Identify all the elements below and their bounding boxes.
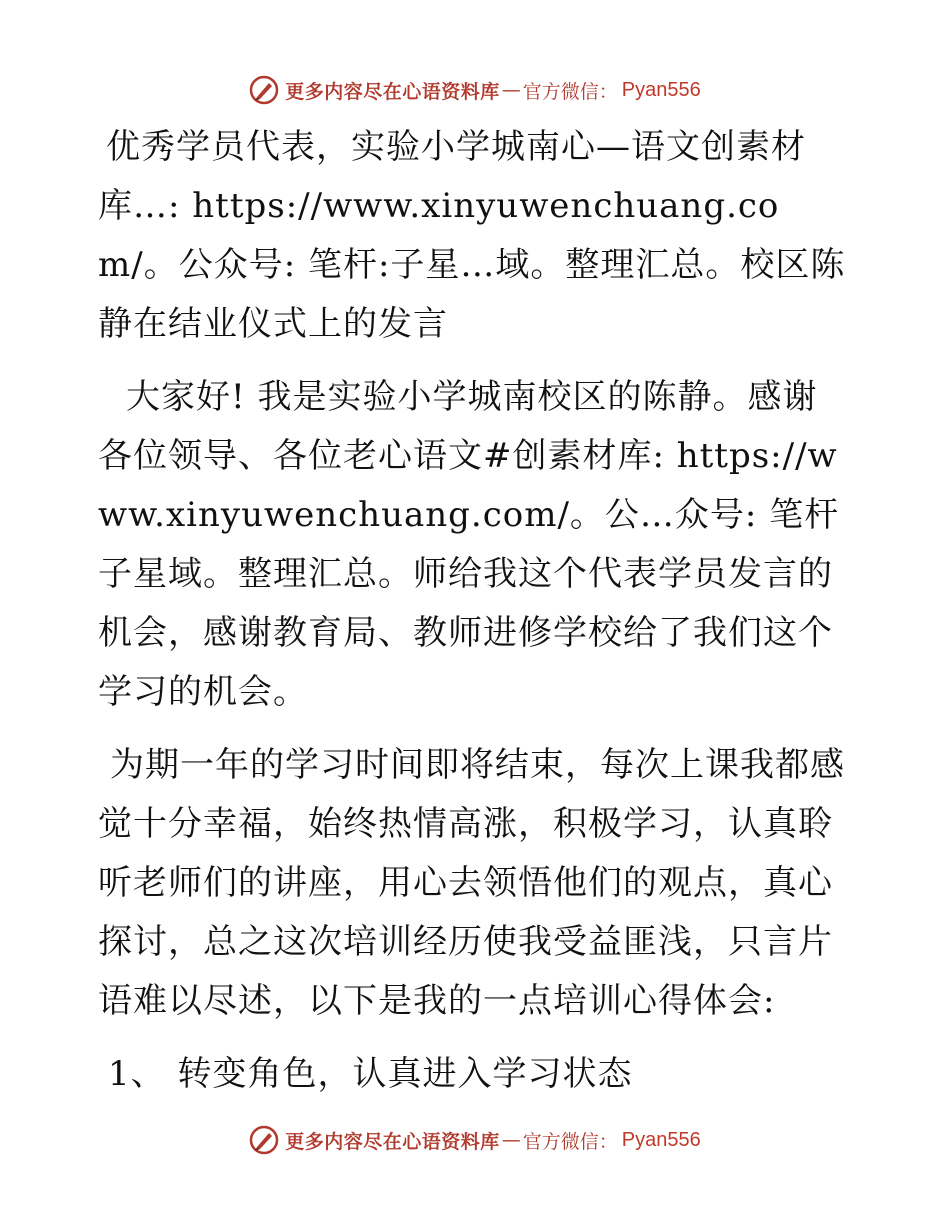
paragraph-title: 优秀学员代表，实验小学城南心—语文创素材库…: https://www.xinyuwenchuang.com/。公众号: 笔杆:子星…域。整理汇总。校区陈静在结业仪式上的发言 bbox=[98, 127, 846, 344]
watermark-main-text: 更多内容尽在心语资料库 bbox=[285, 1130, 500, 1153]
document-body bbox=[98, 118, 850, 1118]
footer-watermark bbox=[0, 1120, 950, 1160]
pen-logo-icon bbox=[249, 75, 279, 105]
paragraph-intro: 为期一年的学习时间即将结束，每次上课我都感觉十分幸福，始终热情高涨，积极学习，认真聆听老师们的讲座，用心去领悟他们的观点，真心探讨，总之这次培训经历使我受益匪浅，只言片语难以尽述，以下是我的一点培训心得体会: bbox=[98, 745, 845, 1021]
watermark-main-text: 更多内容尽在心语资料库 bbox=[285, 80, 500, 103]
paragraph-heading-1: 1、 转变角色，认真进入学习状态 bbox=[108, 1054, 633, 1094]
watermark-separator: — bbox=[501, 79, 521, 101]
paragraph-greeting: 大家好! 我是实验小学城南校区的陈静。感谢各位领导、各位老心语文#创素材库: https://www.xinyuwenchuang.com/。公…众号: 笔杆子星域。整理汇总。师给我这个代表学员发言的机会，感谢教育局、教师进修学校给了我们这个学习的机会。 bbox=[98, 377, 840, 712]
watermark-separator: — bbox=[501, 1129, 521, 1151]
watermark-wechat-id: Pyan556 bbox=[621, 1128, 701, 1151]
pen-logo-icon bbox=[249, 1125, 279, 1155]
watermark-wechat-label: 官方微信： bbox=[522, 1130, 618, 1153]
watermark-wechat-id: Pyan556 bbox=[621, 78, 701, 101]
watermark-wechat-label: 官方微信： bbox=[522, 80, 618, 103]
header-watermark bbox=[0, 70, 950, 110]
